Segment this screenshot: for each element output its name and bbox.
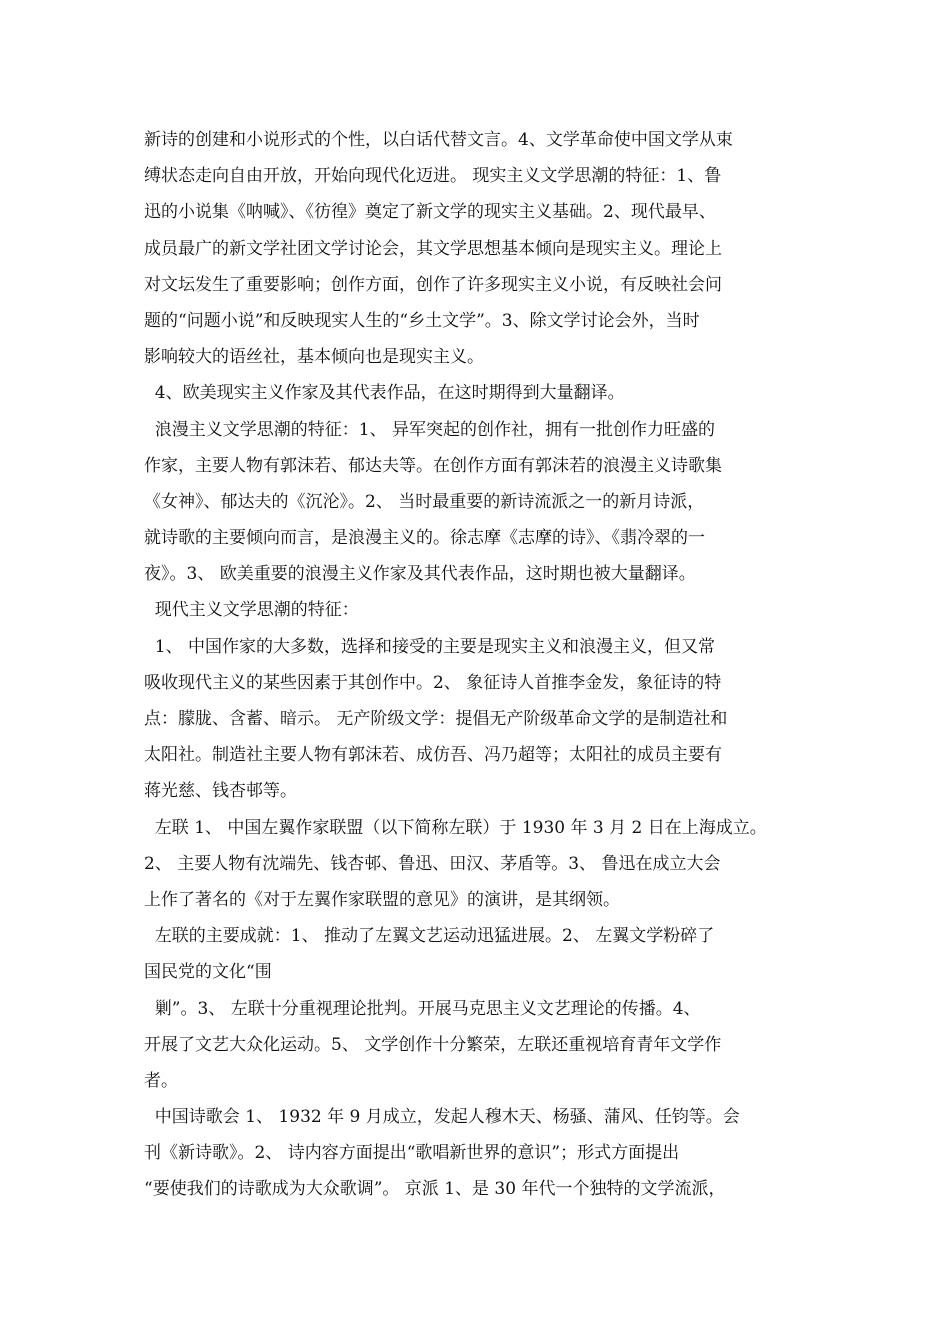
text-line: 开展了文艺大众化运动。5、 文学创作十分繁荣，左联还重视培育青年文学作 (144, 1034, 722, 1055)
text-line: 影响较大的语丝社，基本倾向也是现实主义。 (144, 347, 484, 368)
text-line: 迅的小说集《呐喊》、《彷徨》奠定了新文学的现实主义基础。2、现代最早、 (144, 202, 716, 223)
text-line: 作家，主要人物有郭沫若、郁达夫等。在创作方面有郭沫若的浪漫主义诗歌集 (144, 455, 722, 476)
text-line: 剿”。3、 左联十分重视理论批判。开展马克思主义文艺理论的传播。4、 (144, 998, 701, 1019)
text-line: 左联的主要成就：1、 推动了左翼文艺运动迅猛进展。2、 左翼文学粉碎了 (144, 926, 715, 947)
text-line: 4、欧美现实主义作家及其代表作品，在这时期得到大量翻译。 (144, 383, 625, 404)
text-line: 浪漫主义文学思潮的特征：1、 异军突起的创作社，拥有一批创作力旺盛的 (144, 419, 716, 440)
text-line: 蒋光慈、钱杏邨等。 (144, 781, 297, 802)
text-line: 左联 1、 中国左翼作家联盟（以下简称左联）于 1930 年 3 月 2 日在上海成立。 (144, 817, 767, 838)
text-line: 夜》。3、 欧美重要的浪漫主义作家及其代表作品，这时期也被大量翻译。 (144, 564, 696, 585)
text-line: 对文坛发生了重要影响；创作方面，创作了许多现实主义小说，有反映社会问 (144, 274, 722, 295)
text-line: 中国诗歌会 1、 1932 年 9 月成立，发起人穆木天、杨骚、蒲风、任钧等。会 (144, 1107, 740, 1128)
text-line: 成员最广的新文学社团文学讨论会，其文学思想基本倾向是现实主义。理论上 (144, 238, 722, 259)
text-line: 点：朦胧、含蓄、暗示。 无产阶级文学：提倡无产阶级革命文学的是制造社和 (144, 709, 728, 729)
text-line: “要使我们的诗歌成为大众歌调”。 京派 1、是 30 年代一个独特的文学流派， (144, 1179, 726, 1200)
text-line: 者。 (144, 1070, 178, 1091)
text-line: 新诗的创建和小说形式的个性，以白话代替文言。4、文学革命使中国文学从束 (144, 130, 733, 150)
text-line: 《女神》、郁达夫的《沉沦》。2、 当时最重要的新诗流派之一的新月诗派， (144, 491, 705, 512)
text-line: 太阳社。制造社主要人物有郭沫若、成仿吾、冯乃超等；太阳社的成员主要有 (144, 745, 722, 766)
text-line: 国民党的文化“围 (144, 962, 272, 983)
text-line: 刊《新诗歌》。2、 诗内容方面提出“歌唱新世界的意识”；形式方面提出 (144, 1143, 680, 1164)
text-line: 2、 主要人物有沈端先、钱杏邨、鲁迅、田汉、茅盾等。3、 鲁迅在成立大会 (144, 853, 721, 874)
text-line: 题的“问题小说”和反映现实人生的“乡土文学”。3、除文学讨论会外，当时 (144, 310, 700, 331)
text-line: 吸收现代主义的某些因素于其创作中。2、 象征诗人首推李金发，象征诗的特 (144, 672, 722, 693)
text-line: 就诗歌的主要倾向而言，是浪漫主义的。徐志摩《志摩的诗》、《翡冷翠的一 (144, 528, 705, 549)
text-line: 缚状态走向自由开放，开始向现代化迈进。 现实主义文学思潮的特征：1、鲁 (144, 166, 722, 187)
text-line: 上作了著名的《对于左翼作家联盟的意见》的演讲，是其纲领。 (144, 889, 620, 910)
text-line: 现代主义文学思潮的特征： (144, 600, 359, 621)
text-line: 1、 中国作家的大多数，选择和接受的主要是现实主义和浪漫主义，但又常 (144, 636, 716, 657)
body-text (144, 122, 824, 1208)
